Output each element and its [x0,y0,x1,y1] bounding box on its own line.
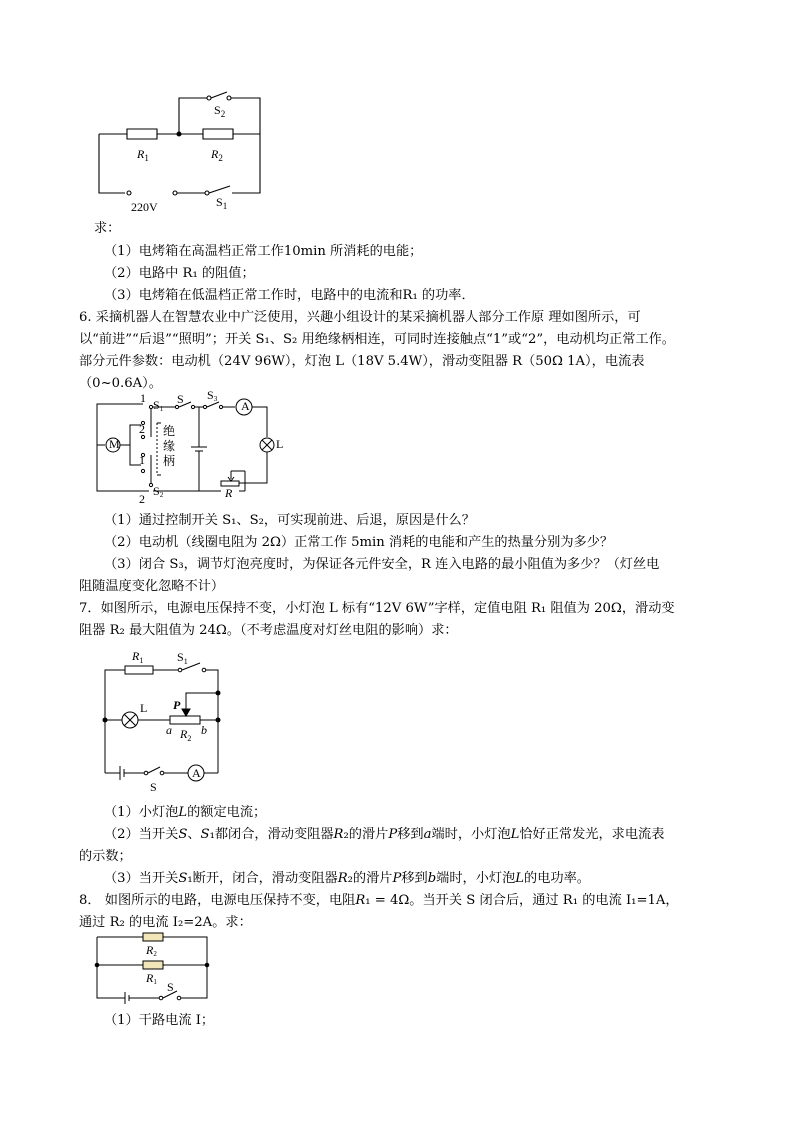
q7-circuit-diagram [100,645,230,795]
label-s2: S2 [153,484,164,499]
q7-part2-a: （2）当开关𝑆、𝑆₁都闭合，滑动变阻器𝑅₂的滑片𝑃移到𝑎端时，小灯泡𝐿恰好正常发光，求电流表 [104,827,665,842]
q6-part3-b: 阻随温度变化忽略不计） [79,579,225,594]
wire [229,98,260,134]
junction-dot [177,132,181,136]
switch-s1-blade [209,186,230,193]
q7-part2-b: 的示数； [79,849,132,864]
label-slider-p: P [173,698,181,712]
q5-part1: （1）电烤箱在高温档正常工作10min 所消耗的电能； [104,244,423,259]
label-ammeter: A [192,766,201,780]
q8-stem-1: 8． 如图所示的电路，电源电压保持不变，电阻𝑅₁ = 4Ω。当开关 S 闭合后，通过 R₁ 的电流 I₁=1A， [79,893,679,908]
label-s: S [167,980,174,994]
oven-circuit-diagram [95,92,270,212]
q8-part1: （1）干路电流 I； [104,1013,215,1028]
label-s1: $S_1$ [177,650,188,666]
q7-stem-2: 阻器 R₂ 最大阻值为 24Ω。（不考虑温度对灯丝电阻的影响）求： [79,623,458,638]
label-end-a: a [166,723,172,737]
label-motor: M [109,437,120,451]
resistor-r2 [143,933,163,941]
switch-s2-blade [211,92,227,98]
q6-stem-2: 以“前进”“后退”“照明”；开关 S₁、S₂ 用绝缘柄相连，可同时连接触点“1”或“2”，电动机均正常工作。 [79,332,675,347]
label-s: S [150,780,157,794]
label-s2: $S_2$ [214,103,226,119]
label-ammeter: A [241,399,250,413]
resistor-r1 [143,961,163,969]
label-r2: R2 [146,943,157,958]
q6-part2: （2）电动机（线圈电阻为 2Ω）正常工作 5min 消耗的电能和产生的热量分别为多少？ [104,535,614,550]
terminal-bottom-2-label: 2 [139,492,145,506]
label-lamp: L [276,437,284,451]
switch-contact [227,96,231,100]
q6-part3-a: （3）闭合 S₃，调节灯泡亮度时，为保证各元件安全，R 连入电路的最小阻值为多少？（灯丝电 [104,557,660,572]
handle-label-1: 绝 [163,424,176,438]
q6-stem-3: 部分元件参数：电动机（24V 96W），灯泡 L（18V 5.4W），滑动变阻器 R（50Ω 1A），电流表 [79,354,645,369]
terminal-2-label: 2 [139,422,145,436]
handle-label-2: 缘 [163,439,176,453]
terminal-1-label: 1 [140,391,146,405]
label-s1: $S_1$ [216,195,228,211]
label-r2: $R_2$ [180,727,192,743]
rheostat-r2 [170,716,200,724]
q7-stem-1: 7．如图所示，电源电压保持不变，小灯泡 L 标有“12V 6W”字样，定值电阻 R₁ 阻值为 20Ω，滑动变 [79,601,675,616]
q6-part1: （1）通过控制开关 S₁、S₂，可实现前进、后退，原因是什么？ [104,513,475,528]
q8-circuit-diagram [95,932,215,1002]
q6-stem-1: 6. 采摘机器人在智慧农业中广泛使用，兴趣小组设计的某采摘机器人部分工作原 理如图所示，可 [79,310,641,325]
terminal [127,191,131,195]
label-lamp: L [140,701,148,715]
robot-circuit-diagram [95,388,295,506]
handle-label-3: 柄 [163,454,176,468]
terminal [173,191,177,195]
terminal-b1-label: 1 [139,453,145,467]
q7-part1: （1）小灯泡𝐿的额定电流； [104,805,267,820]
label-rheostat: R [225,486,233,500]
label-end-b: b [201,723,207,737]
switch-contact [207,96,211,100]
label-r2: $R_2$ [211,147,223,163]
q6-stem-4: （0~0.6A）。 [79,376,162,391]
q5-part2: （2）电路中 R₁ 的阻值； [104,266,255,281]
label-r1: R1 [146,971,157,986]
label-s: S [177,392,184,406]
switch-s-blade [148,767,160,773]
q5-part3: （3）电烤箱在低温档正常工作时，电路中的电流和R₁ 的功率． [104,288,475,303]
resistor-r1 [127,129,157,139]
resistor-r2 [203,129,233,139]
resistor-r1 [125,666,153,674]
q5-ask: 求： [94,221,121,236]
label-s1: S1 [153,398,164,413]
label-r1: $R_1$ [132,649,144,665]
label-s3: S3 [207,388,218,403]
q8-stem-2: 通过 R₂ 的电流 I₂=2A。求： [79,915,252,930]
label-r1: $R_1$ [137,147,149,163]
q7-part3: （3）当开关𝑆₁断开，闭合，滑动变阻器𝑅₂的滑片𝑃移到𝑏端时，小灯泡𝐿的电功率。 [104,871,590,886]
label-220v: 220V [131,200,158,214]
